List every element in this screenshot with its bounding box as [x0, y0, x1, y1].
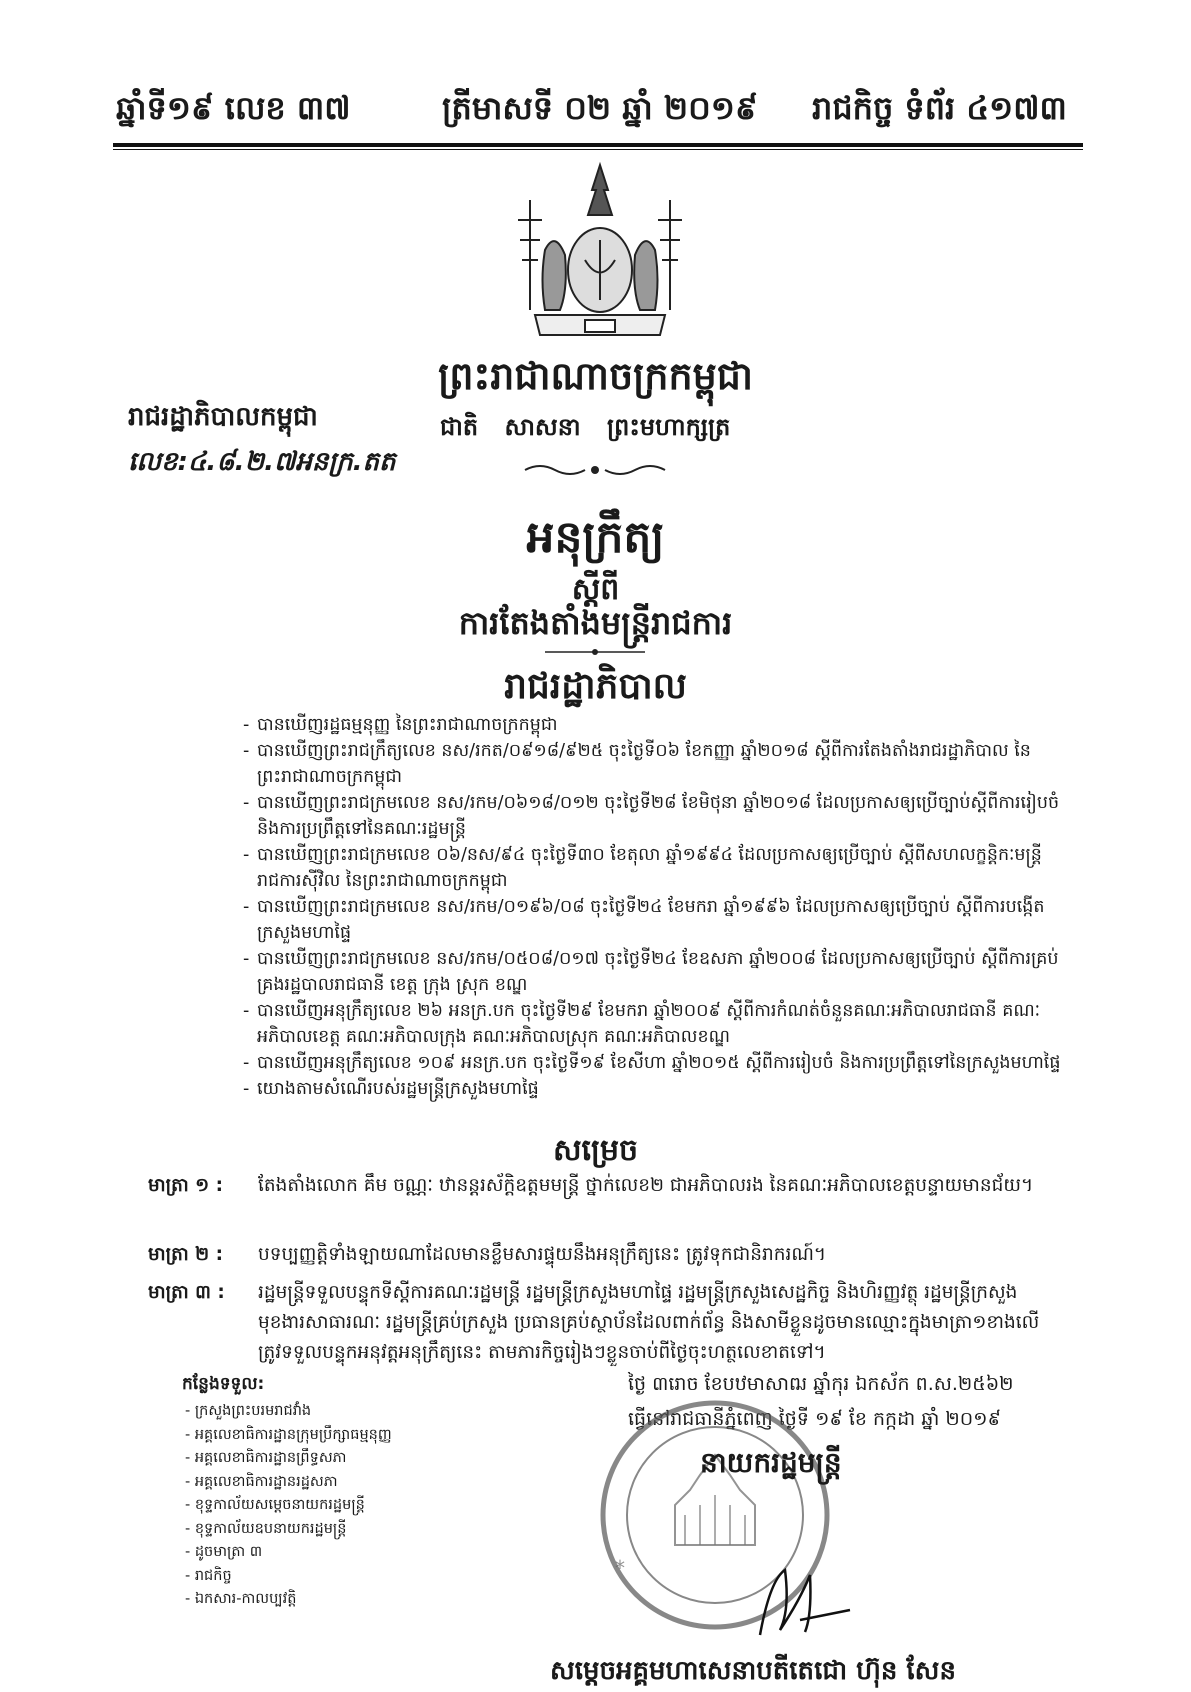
consideration-item: - បានឃើញព្រះរាជក្រមលេខ នស/រកម/០៦១៨/០១២ ចុះថ្ងៃទី២៨ ខែមិថុនា ឆ្នាំ២០១៨ ដែលប្រកាសឲ្យប្រើច្បាប់ស្តីពីការរៀបចំ និងការប្រព្រឹត្តទៅនៃគណៈរដ្ឋមន្ត្រី: [243, 790, 1063, 842]
lunar-date: ថ្ងៃ ៣រោច ខែបឋមាសាឍ ឆ្នាំកុរ ឯកស័ក ព.ស.២៥៦២: [628, 1373, 1014, 1395]
document-about: ស្តីពី: [571, 572, 620, 607]
svg-text:*: *: [615, 1556, 625, 1580]
solar-date: ធ្វើនៅរាជធានីភ្នំពេញ ថ្ងៃទី ១៩ ខែ កក្កដា ឆ្នាំ ២០១៩: [628, 1408, 1002, 1430]
consideration-item: - បានឃើញអនុក្រឹត្យលេខ ២៦ អនក្រ.បក ចុះថ្ងៃទី២៩ ខែមករា ឆ្នាំ២០០៩ ស្តីពីការកំណត់ចំនួនគណៈអភិបាលរាជធានី គណៈអភិបាលខេត្ត គណៈអភិបាលក្រុង គណៈអភិបាលស្រុក គណៈអភិបាលខណ្ឌ: [243, 998, 1063, 1050]
recipient-item: - អគ្គលេខាធិការដ្ឋានរដ្ឋសភា: [185, 1471, 392, 1495]
recipient-item: - ខុទ្ទកាល័យសម្តេចនាយករដ្ឋមន្ត្រី: [185, 1494, 392, 1518]
ornament-icon: [520, 462, 670, 478]
article-text: រដ្ឋមន្ត្រីទទួលបន្ទុកទីស្តីការគណៈរដ្ឋមន្ត្រី រដ្ឋមន្ត្រីក្រសួងមហាផ្ទៃ រដ្ឋមន្ត្រីក្រសួងសេដ្ឋកិច្ច និងហិរញ្ញវត្ថុ រដ្ឋមន្ត្រីក្រសួងមុខងារសាធារណៈ រដ្ឋមន្ត្រីគ្រប់ក្រសួង ប្រធានគ្រប់ស្ថាប័នដែលពាក់ព័ន្ធ និងសាមីខ្លួនដូចមានឈ្មោះក្នុងមាត្រា១ខាងលើ ត្រូវទទួលបន្ទុកអនុវត្តអនុក្រឹត្យនេះ តាមភារកិច្ចរៀងៗខ្លួនចាប់ពីថ្ងៃចុះហត្ថលេខាតទៅ។: [258, 1282, 1040, 1363]
signatory-name: សម្តេចអគ្គមហាសេនាបតីតេជោ ហ៊ុន សែន: [550, 1656, 956, 1686]
recipients-list: [185, 1400, 392, 1612]
article-text: បទប្បញ្ញត្តិទាំងឡាយណាដែលមានខ្លឹមសារផ្ទុយនឹងអនុក្រឹត្យនេះ ត្រូវទុកជានិរាករណ៍។: [258, 1244, 827, 1265]
kingdom-name: ព្រះរាជាណាចក្រកម្ពុជា: [438, 354, 753, 398]
consideration-item: - បានឃើញព្រះរាជក្រមលេខ ០៦/នស/៩៤ ចុះថ្ងៃទី៣០ ខែតុលា ឆ្នាំ១៩៩៤ ដែលប្រកាសឲ្យប្រើច្បាប់ ស្តីពីសហលក្ខន្តិកៈមន្ត្រីរាជការស៊ីវិល នៃព្រះរាជាណាចក្រកម្ពុជា: [243, 842, 1063, 894]
recipient-item: - អគ្គលេខាធិការដ្ឋានក្រុមប្រឹក្សាធម្មនុញ្ញ: [185, 1424, 392, 1448]
signature-icon: [740, 1560, 860, 1645]
consideration-item: - បានឃើញព្រះរាជក្រមលេខ នស/រកម/០៥០៨/០១៧ ចុះថ្ងៃទី២៤ ខែឧសភា ឆ្នាំ២០០៨ ដែលប្រកាសឲ្យប្រើច្បាប់ ស្តីពីការគ្រប់គ្រងរដ្ឋបាលរាជធានី ខេត្ត ក្រុង ស្រុក ខណ្ឌ: [243, 946, 1063, 998]
recipient-item: - ដូចមាត្រា ៣: [185, 1541, 392, 1565]
gazette-date: ត្រីមាសទី ០២ ឆ្នាំ ២០១៩: [442, 89, 758, 127]
article-label: មាត្រា ៣ :: [148, 1282, 225, 1303]
consideration-item: - បានឃើញព្រះរាជក្រឹត្យលេខ នស/រកត/០៩១៨/៩២៥ ចុះថ្ងៃទី០៦ ខែកញ្ញា ឆ្នាំ២០១៨ ស្តីពីការតែងតាំងរាជរដ្ឋាភិបាល នៃព្រះរាជាណាចក្រកម្ពុជា: [243, 738, 1063, 790]
national-motto: ជាតិ សាសនា ព្រះមហាក្សត្រ: [440, 413, 731, 441]
consideration-item: - យោងតាមសំណើរបស់រដ្ឋមន្ត្រីក្រសួងមហាផ្ទៃ: [243, 1076, 1063, 1102]
recipient-item: - ខុទ្ទកាល័យឧបនាយករដ្ឋមន្ត្រី: [185, 1518, 392, 1542]
article-text: តែងតាំងលោក គឹម ចណ្ណៈ ឋានន្តរស័ក្តិឧត្តមមន្ត្រី ថ្នាក់លេខ២ ជាអភិបាលរង នៃគណៈអភិបាលខេត្តបន្ទាយមានជ័យ។: [258, 1175, 1034, 1196]
consideration-item: - បានឃើញព្រះរាជក្រមលេខ នស/រកម/០១៩៦/០៨ ចុះថ្ងៃទី២៤ ខែមករា ឆ្នាំ១៩៩៦ ដែលប្រកាសឲ្យប្រើច្បាប់ ស្តីពីការបង្កើតក្រសួងមហាផ្ទៃ: [243, 894, 1063, 946]
considerations-list: [243, 712, 1063, 1102]
recipient-item: - ក្រសួងព្រះបរមរាជវាំង: [185, 1400, 392, 1424]
article-label: មាត្រា ២ :: [148, 1244, 224, 1265]
document-subject: ការតែងតាំងមន្ត្រីរាជការ: [458, 604, 733, 642]
recipient-item: - អគ្គលេខាធិការដ្ឋានព្រឹទ្ធសភា: [185, 1447, 392, 1471]
recipient-item: - ឯកសារ-កាលប្បវត្តិ: [185, 1588, 392, 1612]
recipients-title: កន្លែងទទួល:: [182, 1374, 265, 1394]
reference-number: លេខ:៤.៨.២.៧អនក្រ.តត: [128, 447, 396, 477]
decision-heading: សម្រេច: [552, 1133, 639, 1168]
issuing-ministry: រាជរដ្ឋាភិបាលកម្ពុជា: [128, 402, 318, 432]
header-rule: [113, 143, 1083, 150]
signatory-title: នាយករដ្ឋមន្ត្រី: [700, 1446, 842, 1479]
recipient-item: - រាជកិច្ច: [185, 1565, 392, 1589]
consideration-item: - បានឃើញរដ្ឋធម្មនុញ្ញ នៃព្រះរាជាណាចក្រកម្ពុជា: [243, 712, 1063, 738]
article-1: [148, 1171, 1068, 1201]
royal-coat-of-arms-icon: [490, 160, 710, 350]
gazette-issue: ឆ្នាំទី១៩ លេខ ៣៧: [116, 89, 351, 127]
divider-icon: [545, 647, 645, 657]
article-label: មាត្រា ១ :: [148, 1175, 224, 1196]
article-3: [148, 1278, 1068, 1368]
article-2: [148, 1240, 1068, 1270]
authority-heading: រាជរដ្ឋាភិបាល: [504, 666, 687, 707]
document-type: អនុក្រឹត្យ: [526, 512, 665, 563]
gazette-page: រាជកិច្ច ទំព័រ ៤១៧៣: [812, 89, 1067, 127]
consideration-item: - បានឃើញអនុក្រឹត្យលេខ ១០៩ អនក្រ.បក ចុះថ្ងៃទី១៩ ខែសីហា ឆ្នាំ២០១៥ ស្តីពីការរៀបចំ និងការប្រព្រឹត្តទៅនៃក្រសួងមហាផ្ទៃ: [243, 1050, 1063, 1076]
